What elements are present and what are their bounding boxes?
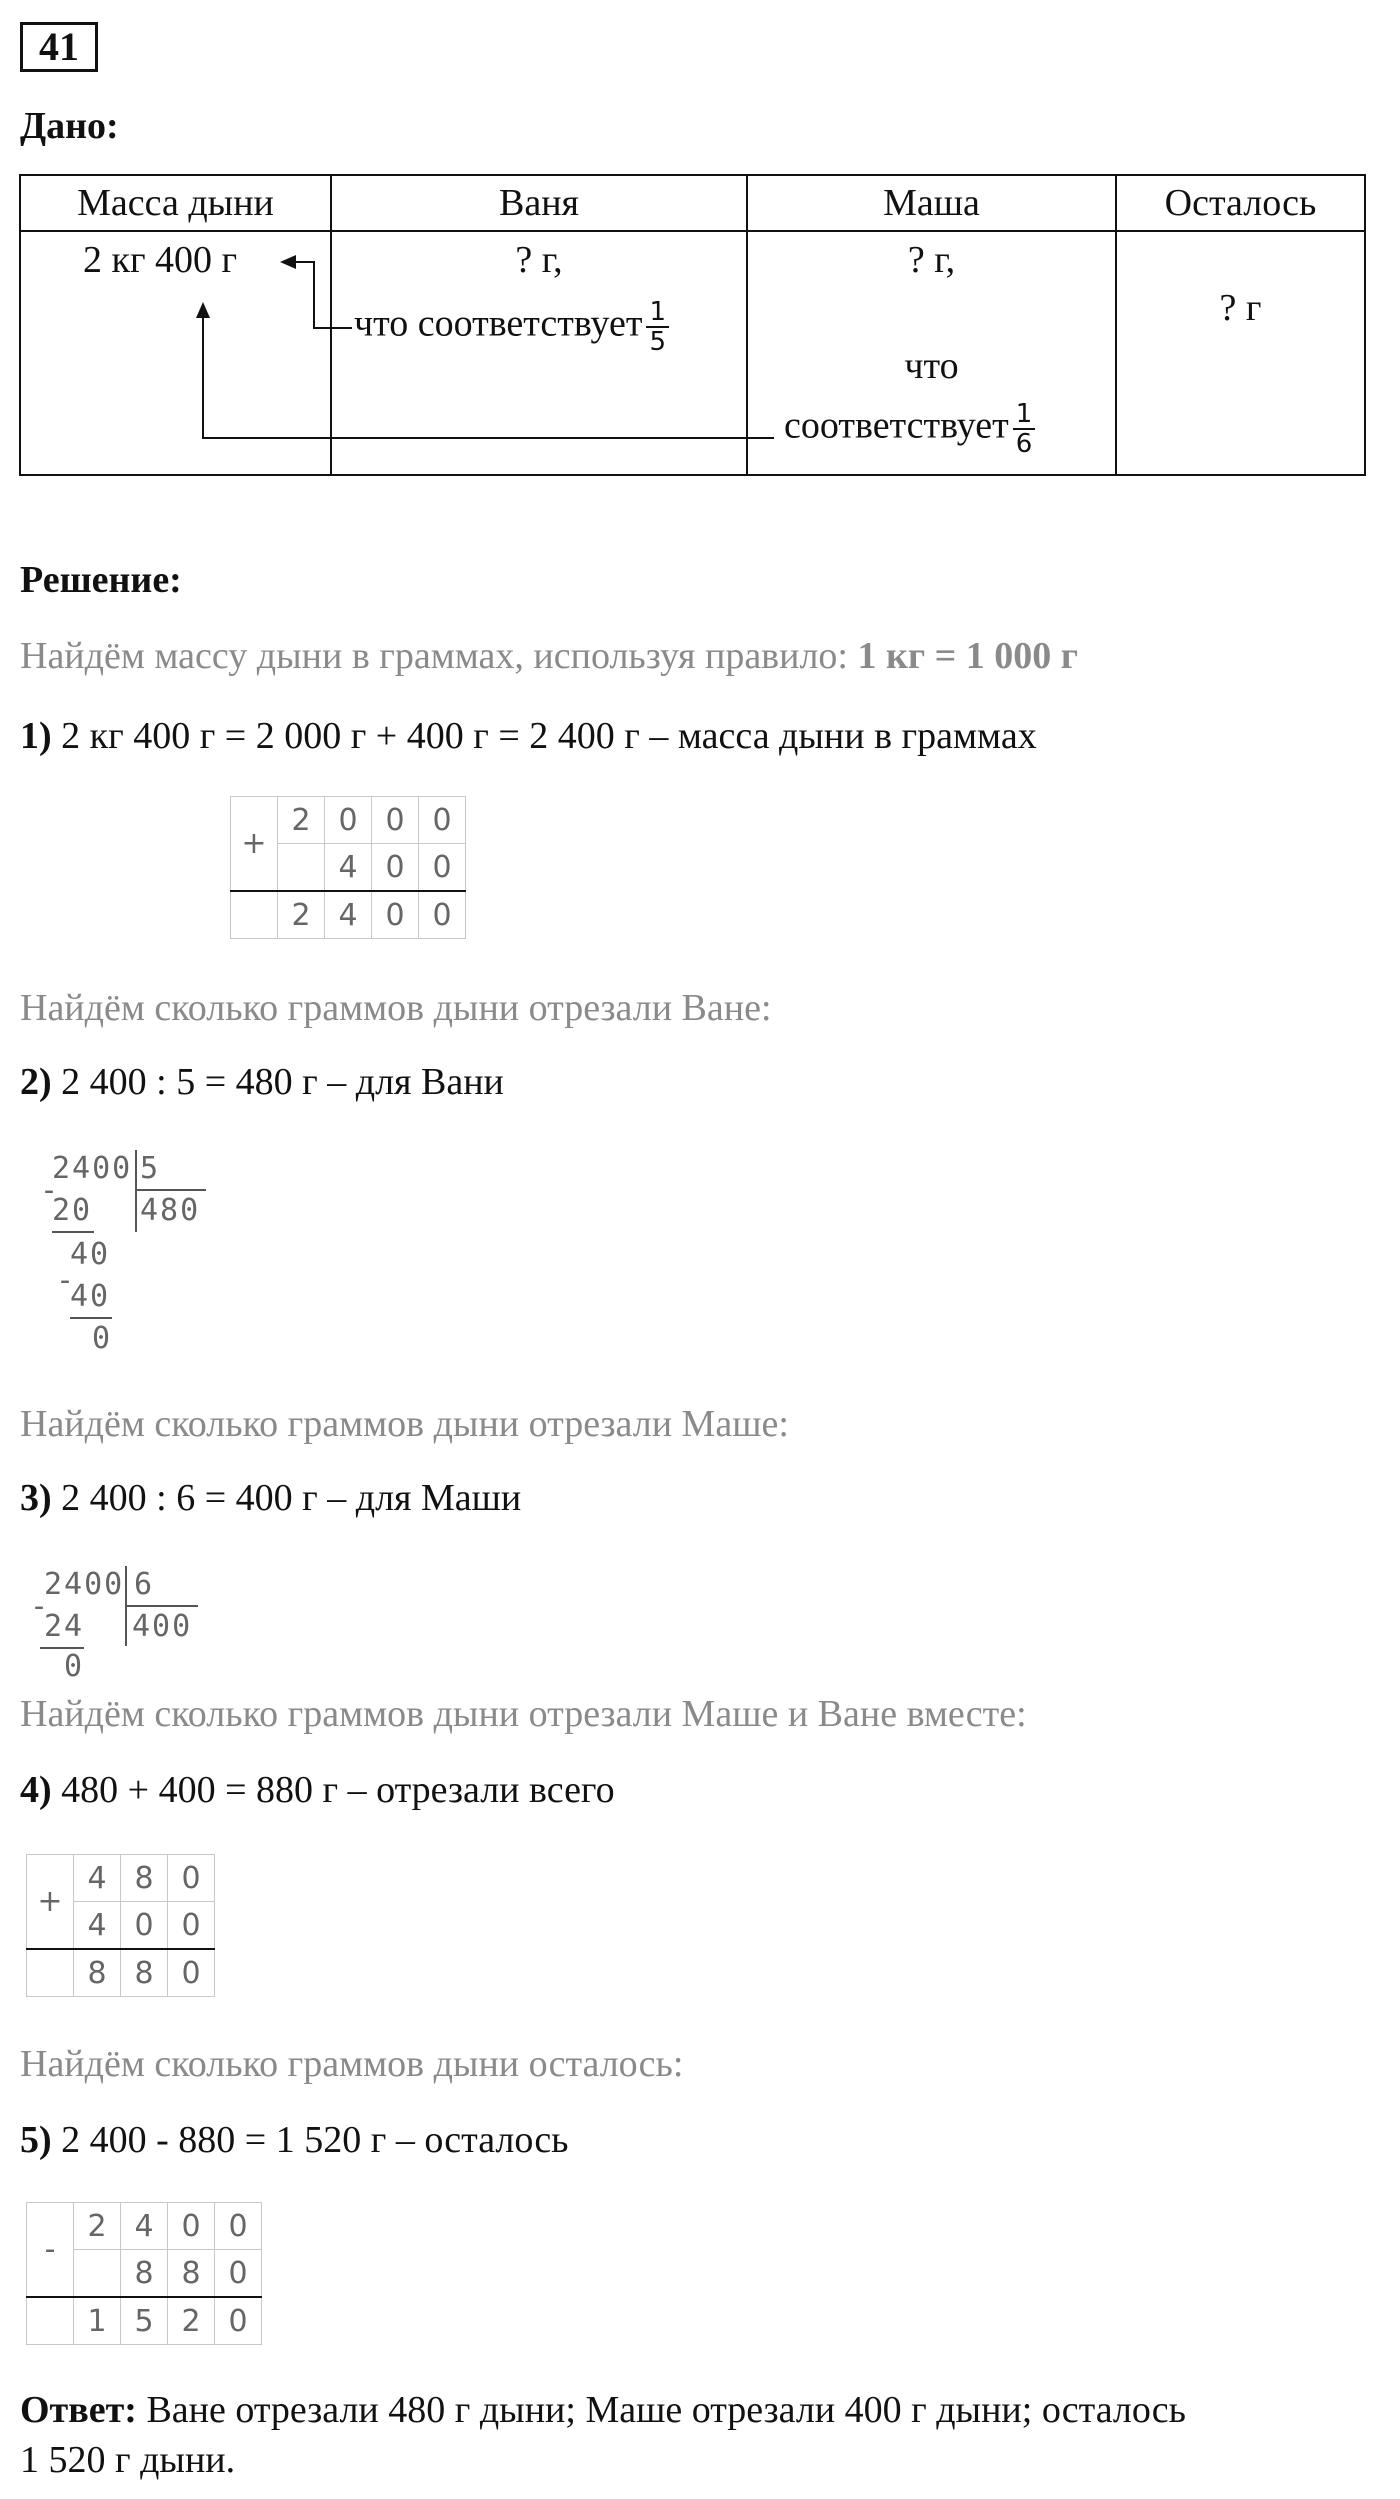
division-step: 20: [52, 1193, 93, 1228]
intro-text: Найдём массу дыни в граммах, используя правило:: [20, 635, 858, 677]
masha-text-1: что: [904, 345, 959, 387]
digit: 8: [121, 1855, 168, 1902]
step-text: 2 400 : 6 = 400 г – для Маши: [51, 1477, 522, 1519]
masha-question: ? г,: [907, 239, 956, 281]
digit: [74, 2250, 121, 2298]
digit: 2: [278, 891, 325, 939]
digit: 0: [168, 2203, 215, 2250]
dividend: 2400: [44, 1567, 125, 1602]
step-text: 2 400 : 5 = 480 г – для Вани: [51, 1061, 504, 1103]
fraction-numerator: 1: [1013, 400, 1036, 430]
step-number: 1): [20, 715, 52, 757]
digit: 0: [168, 1902, 215, 1950]
digit: 4: [121, 2203, 168, 2250]
step-number: 4): [20, 1769, 52, 1811]
step-text: 480 + 400 = 880 г – отрезали всего: [51, 1769, 615, 1811]
digit: 4: [325, 844, 372, 892]
fraction-denominator: 6: [1015, 429, 1033, 459]
masha-text-2: соответствует: [784, 404, 1009, 447]
digit: 0: [372, 797, 419, 844]
digit: 0: [419, 891, 466, 939]
division-step: 24: [44, 1609, 85, 1644]
fraction-numerator: 1: [646, 298, 669, 328]
digit: 0: [372, 844, 419, 892]
step-5: [20, 2116, 569, 2164]
digit: 0: [168, 1949, 215, 1997]
hint-3: Найдём сколько граммов дыни отрезали Маше и Ване вместе:: [20, 1693, 1027, 1735]
solution-heading: Решение:: [20, 559, 182, 601]
vanya-text: что соответствует: [354, 302, 643, 345]
digit: 1: [74, 2297, 121, 2345]
divisor: 5: [140, 1151, 161, 1186]
step-number: 5): [20, 2119, 52, 2161]
digit: 0: [121, 1902, 168, 1950]
header-masha: Маша: [747, 175, 1116, 231]
header-left: Осталось: [1116, 175, 1365, 231]
division-step: 40: [70, 1279, 111, 1314]
answer-label: Ответ:: [20, 2389, 137, 2431]
answer-line-1: [20, 2386, 1186, 2434]
digit: 2: [168, 2297, 215, 2345]
calc-1-grid: [230, 796, 466, 939]
quotient: 480: [140, 1193, 201, 1228]
divisor: 6: [134, 1567, 155, 1602]
step-number: 2): [20, 1061, 52, 1103]
digit: 0: [372, 891, 419, 939]
quotient: 400: [132, 1609, 193, 1644]
division-2-lines: [0, 0, 260, 1700]
digit: 5: [121, 2297, 168, 2345]
task-number: 41: [20, 22, 98, 72]
digit: 8: [121, 2250, 168, 2298]
header-mass: Масса дыни: [20, 175, 331, 231]
minus-sign: -: [40, 1173, 61, 1208]
masha-arrow-line: [203, 316, 774, 438]
mass-value: 2 кг 400 г: [83, 239, 238, 281]
digit: 0: [419, 844, 466, 892]
given-heading: Дано:: [20, 105, 119, 147]
digit: 2: [278, 797, 325, 844]
calc-4-grid: [26, 1854, 215, 1997]
vanya-question: ? г,: [515, 239, 563, 281]
dividend: 2400: [52, 1151, 133, 1186]
digit: 4: [325, 891, 372, 939]
hint-4: Найдём сколько граммов дыни осталось:: [20, 2043, 684, 2085]
empty-cell: [27, 2297, 74, 2345]
division-step: 0: [64, 1649, 85, 1684]
step-4: [20, 1766, 615, 1814]
digit: 0: [419, 797, 466, 844]
digit: 4: [74, 1855, 121, 1902]
answer-line-2: 1 520 г дыни.: [20, 2439, 236, 2481]
empty-cell: [27, 1949, 74, 1997]
operator: -: [27, 2203, 74, 2298]
hint-2: Найдём сколько граммов дыни отрезали Маше:: [20, 1403, 789, 1445]
vanya-arrow-head: [280, 255, 296, 269]
intro-rule: 1 кг = 1 000 г: [857, 635, 1079, 677]
step-text: 2 400 - 880 = 1 520 г – осталось: [51, 2119, 569, 2161]
digit: [278, 844, 325, 892]
operator: +: [231, 797, 278, 892]
digit: 8: [74, 1949, 121, 1997]
header-vanya: Ваня: [331, 175, 747, 231]
digit: 8: [121, 1949, 168, 1997]
digit: 2: [74, 2203, 121, 2250]
digit: 4: [74, 1902, 121, 1950]
calc-5-grid: [26, 2202, 262, 2345]
division-step: 40: [70, 1237, 111, 1272]
digit: 0: [168, 1855, 215, 1902]
minus-sign: -: [30, 1589, 51, 1624]
step-text: 2 кг 400 г = 2 000 г + 400 г = 2 400 г – масса дыни в граммах: [51, 715, 1037, 757]
hint-1: Найдём сколько граммов дыни отрезали Ване:: [20, 987, 772, 1029]
digit: 0: [215, 2297, 262, 2345]
digit: 8: [168, 2250, 215, 2298]
fraction-denominator: 5: [649, 327, 666, 357]
step-number: 3): [20, 1477, 52, 1519]
left-value: ? г: [1219, 287, 1262, 329]
digit: 0: [215, 2203, 262, 2250]
digit: 0: [325, 797, 372, 844]
operator: +: [27, 1855, 74, 1950]
division-step: 0: [92, 1321, 113, 1356]
answer-text: Ване отрезали 480 г дыни; Маше отрезали 400 г дыни; осталось: [136, 2389, 1187, 2431]
minus-sign: -: [56, 1263, 77, 1298]
digit: 0: [215, 2250, 262, 2298]
